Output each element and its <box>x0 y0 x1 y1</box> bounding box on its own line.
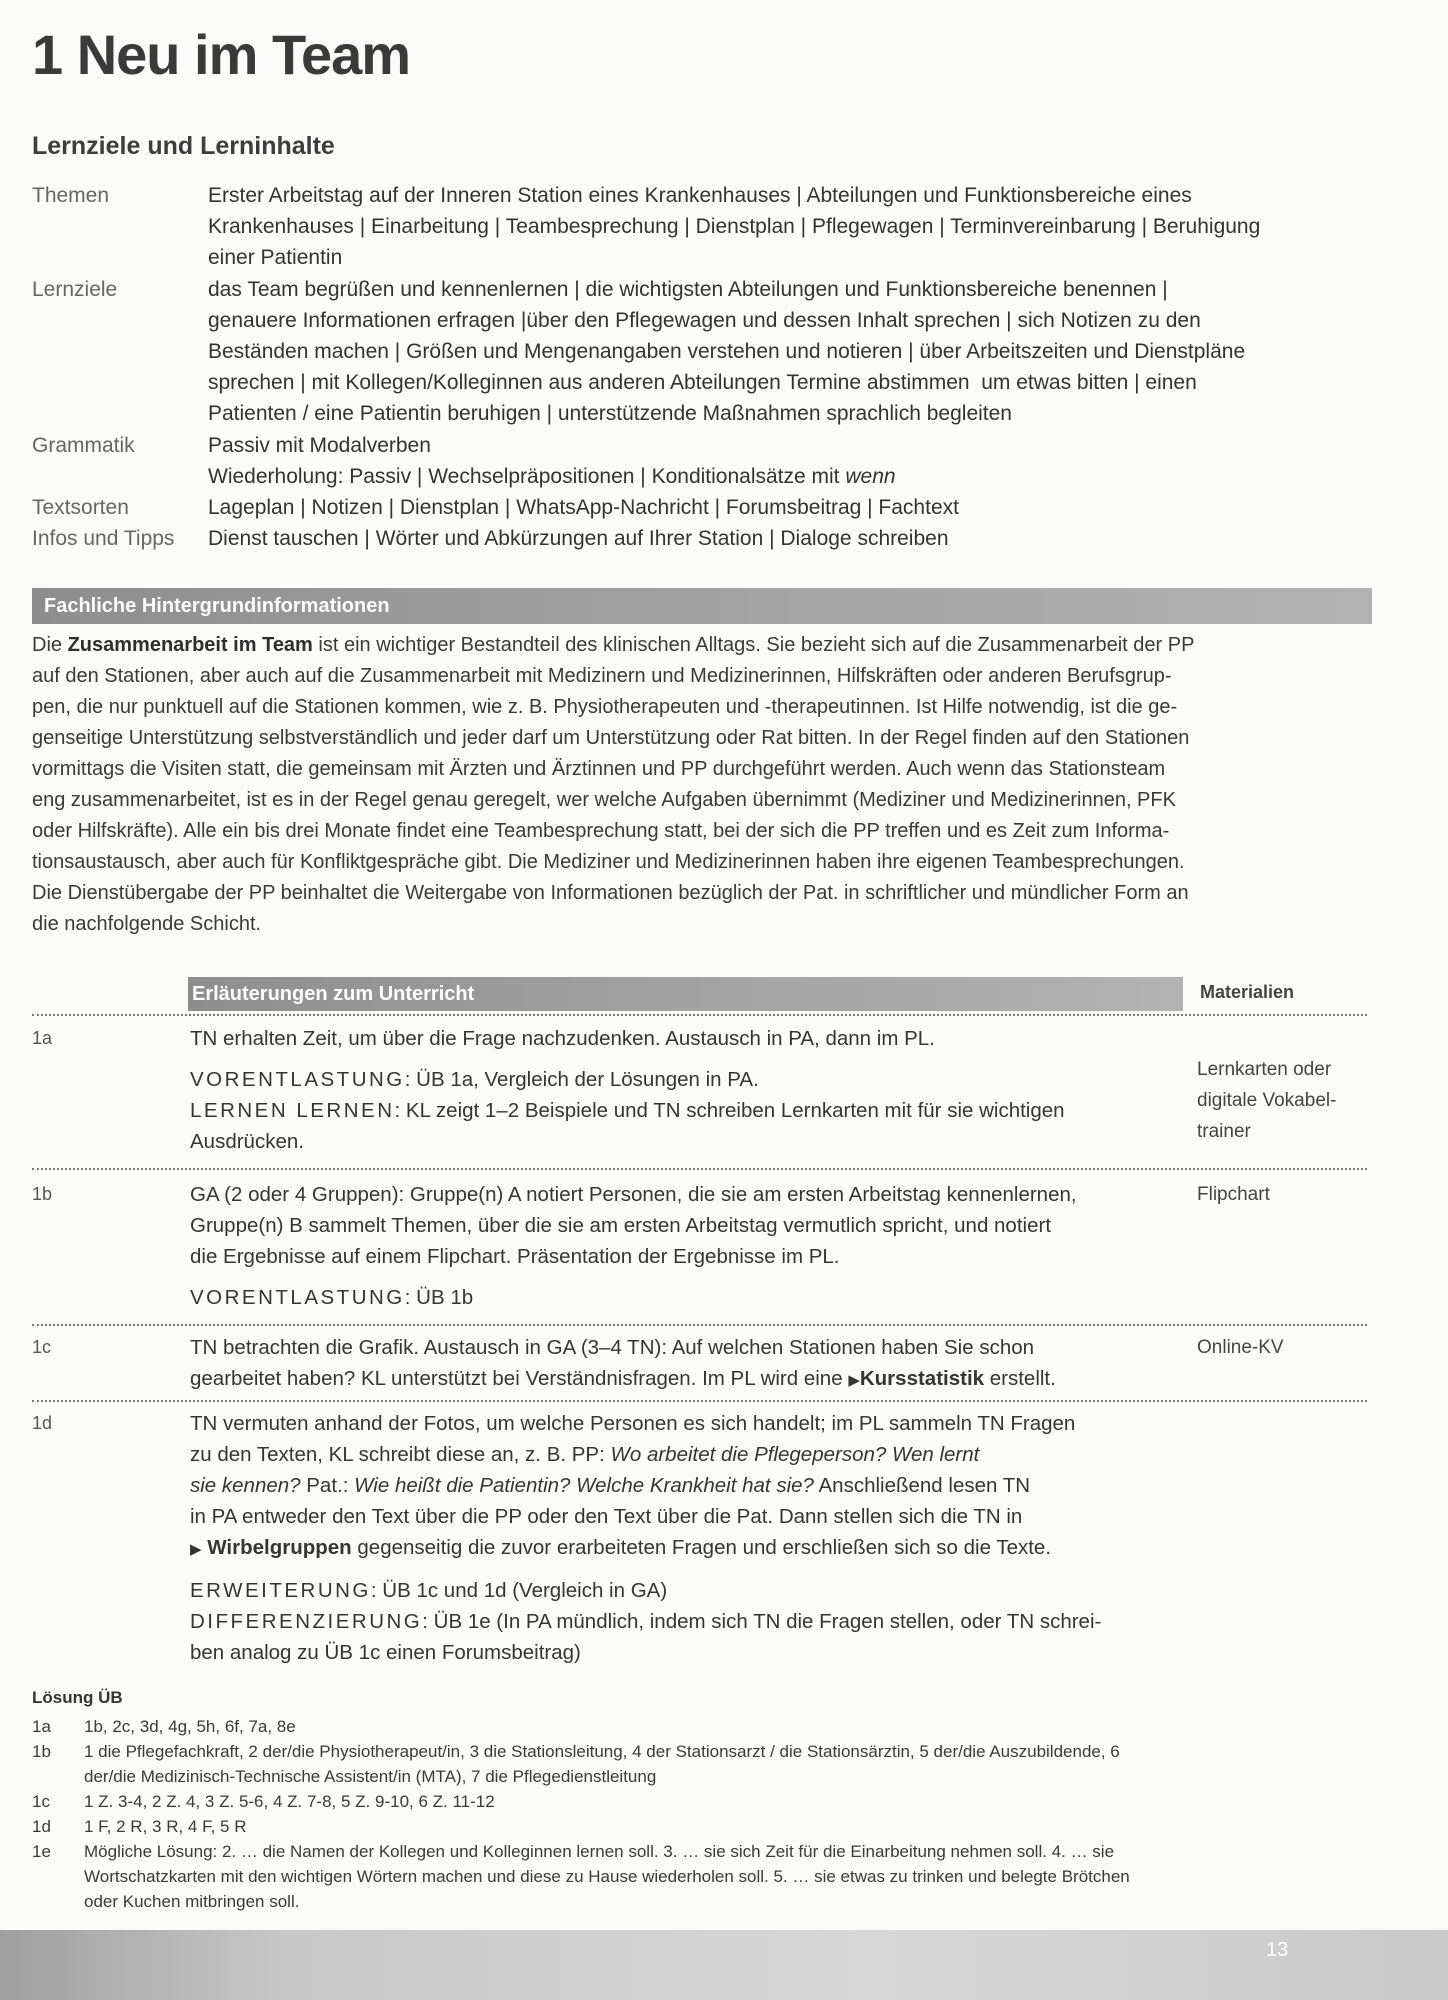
solutions-list <box>32 1714 1352 1914</box>
solution-row: 1b 1 die Pflegefachkraft, 2 der/die Physiotherapeut/in, 3 die Stationsleitung, 4 der Stationsarzt / die Stationsärztin, 5 der/die Auszubildende, 6 <box>32 1742 1120 1761</box>
material-1a: Lernkarten oder digitale Vokabel- trainer <box>1197 1059 1337 1142</box>
method-link: Kursstatistik <box>859 1367 985 1390</box>
solution-row: 1c 1 Z. 3-4, 2 Z. 4, 3 Z. 5-6, 4 Z. 7-8, 5 Z. 9-10, 6 Z. 11-12 <box>32 1792 495 1811</box>
meta-row-textsorten <box>32 492 1372 523</box>
divider <box>32 1014 1367 1016</box>
meta-row-themen <box>32 180 1372 274</box>
meta-row-infos <box>32 523 1372 554</box>
materials-heading: Materialien <box>1200 982 1295 1002</box>
exercise-label: 1b <box>32 1184 53 1204</box>
meta-label: Textsorten <box>32 496 129 520</box>
meta-line: Passiv mit Modalverben <box>208 433 431 457</box>
meta-label: Themen <box>32 184 110 207</box>
emphasis: Zusammenarbeit im Team <box>67 634 313 656</box>
footer-bar <box>0 1930 1448 2000</box>
meta-line: genauere Informationen erfragen |über den Pflegewagen und dessen Inhalt sprechen | sich Notizen zu den <box>208 308 1201 332</box>
exercise-label: 1c <box>32 1337 52 1357</box>
meta-row-lernziele <box>32 274 1372 430</box>
grammar-term: wenn <box>845 464 896 488</box>
learning-goals-table <box>32 180 1372 554</box>
page-number: 13 <box>1266 1939 1289 1961</box>
solutions-heading: Lösung ÜB <box>32 1688 123 1707</box>
solution-row: 1a 1b, 2c, 3d, 4g, 5h, 6f, 7a, 8e <box>32 1717 296 1736</box>
solution-row: Wortschatzkarten mit den wichtigen Wörtern machen und diese zu Hause wiederholen soll. 5. … sie etwas zu trinken und belegte Brötchen <box>84 1867 1130 1886</box>
meta-line: Beständen machen | Größen und Mengenangaben verstehen und notieren | über Arbeitszeiten und Dienstpläne <box>208 340 1246 364</box>
background-info-heading: Fachliche Hintergrundinformationen <box>32 588 1372 624</box>
meta-line: Wiederholung: Passiv | Wechselpräpositionen | Konditionalsätze mit wenn <box>208 464 896 488</box>
meta-line: Lageplan | Notizen | Dienstplan | WhatsApp-Nachricht | Forumsbeitrag | Fachtext <box>208 496 959 520</box>
arrow-right-icon: ▶ <box>848 1372 860 1389</box>
divider <box>32 1324 1367 1326</box>
solution-row: 1e Mögliche Lösung: 2. … die Namen der Kollegen und Kolleginnen lernen soll. 3. … sie sich Zeit für die Einarbeitung nehmen soll. 4. … sie <box>32 1842 1115 1861</box>
meta-label: Lernziele <box>32 277 118 301</box>
meta-line: Patienten / eine Patientin beruhigen | unterstützende Maßnahmen sprachlich begleiten <box>208 402 1012 426</box>
meta-line: Erster Arbeitstag auf der Inneren Station eines Krankenhauses | Abteilungen und Funktionsbereiche eines <box>208 184 1192 207</box>
solution-row: oder Kuchen mitbringen soll. <box>84 1892 300 1911</box>
meta-line: Krankenhauses | Einarbeitung | Teambesprechung | Dienstplan | Pflegewagen | Terminvereinbarung | Beruhigung <box>208 215 1261 239</box>
exercise-label: 1a <box>32 1028 53 1048</box>
solution-row: der/die Medizinisch-Technische Assistent/in (MTA), 7 die Pflegedienstleitung <box>84 1767 657 1786</box>
meta-line: das Team begrüßen und kennenlernen | die wichtigsten Abteilungen und Funktionsbereiche benennen | <box>208 277 1168 301</box>
material-1c: Online-KV <box>1197 1337 1284 1358</box>
section-heading-lernziele: Lernziele und Lerninhalte <box>32 132 335 160</box>
solution-row: 1d 1 F, 2 R, 3 R, 4 F, 5 R <box>32 1817 247 1836</box>
meta-line: einer Patientin <box>208 246 343 270</box>
meta-label: Infos und Tipps <box>32 527 175 551</box>
exercise-label: 1d <box>32 1413 53 1433</box>
meta-line: sprechen | mit Kollegen/Kolleginnen aus anderen Abteilungen Termine abstimmen um etwas bitten | einen <box>208 371 1197 395</box>
teaching-heading: Erläuterungen zum Unterricht <box>188 977 1183 1011</box>
meta-label: Grammatik <box>32 433 135 457</box>
background-info-text: Die Zusammenarbeit im Team ist ein wichtiger Bestandteil des klinischen Alltags. Sie bezieht sich auf die Zusammenarbeit der PP auf den Stationen, aber auch auf die Zusammenarbeit mit Medizinern und Medizinerinnen, Hilfskräften oder anderen Berufsgrup- pen, die nur punktuell auf die Stationen kommen, wie z. B. Physiotherapeuten und -therapeutinnen. Ist Hilfe notwendig, ist die ge- genseitige Unterstützung selbstverständlich und jeder darf um Unterstützung oder Rat bitten. In der Regel finden auf den Stationen vormittags die Visiten statt, die gemeinsam mit Ärzten und Ärztinnen und PP durchgeführt werden. Auch wenn das Stationsteam eng zusammenarbeitet, ist es in der Regel genau geregelt, wer welche Aufgaben übernimmt (Mediziner und Medizinerinnen, PFK oder Hilfskräfte). Alle ein bis drei Monate findet eine Teambesprechung statt, bei der sich die PP treffen und es Zeit zum Informa- tionsaustausch, aber auch für Konfliktgespräche gibt. Die Mediziner und Medizinerinnen haben ihre eigenen Teambesprechungen. Die Dienstübergabe der PP beinhaltet die Weitergabe von Informationen bezüglich der Pat. in schriftlicher und mündlicher Form an die nachfolgende Schicht. <box>32 634 1195 935</box>
method-link: Wirbelgruppen <box>207 1536 352 1559</box>
page-title: 1 Neu im Team <box>32 23 411 86</box>
divider <box>32 1168 1367 1170</box>
meta-line: Dienst tauschen | Wörter und Abkürzungen auf Ihrer Station | Dialoge schreiben <box>208 527 949 551</box>
material-1b: Flipchart <box>1197 1184 1270 1205</box>
divider <box>32 1400 1367 1402</box>
arrow-right-icon: ▶ <box>190 1541 202 1558</box>
meta-row-grammatik <box>32 430 1372 492</box>
